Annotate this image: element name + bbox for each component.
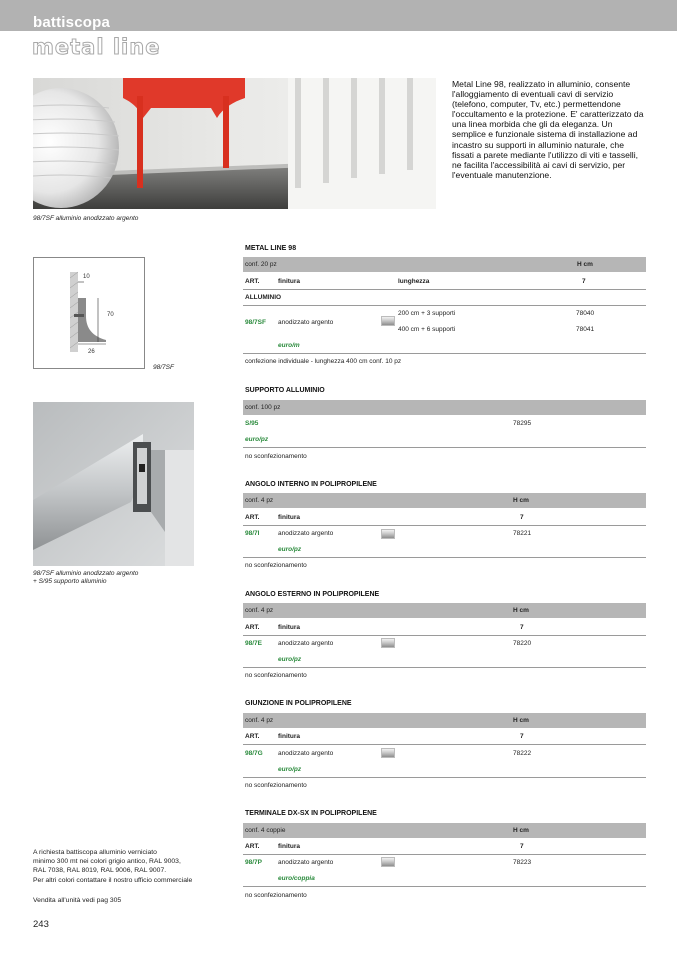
metal-conf: conf. 20 pz (245, 261, 277, 268)
footnote-line: A richiesta battiscopa alluminio verniciato (33, 849, 157, 856)
finish-swatch (381, 316, 395, 326)
esterno-col-finitura: finitura (278, 624, 301, 631)
terminale-conf: conf. 4 coppie (245, 827, 286, 834)
metal-conf-bar (243, 257, 646, 272)
divider (243, 447, 646, 448)
section-title-giunzione: GIUNZIONE IN POLIPROPILENE (245, 700, 352, 707)
hero-photo (33, 78, 436, 209)
dim-height: 70 (107, 312, 114, 318)
metal-h-value: 7 (582, 278, 586, 285)
divider (243, 777, 646, 778)
giunzione-ean: 78222 (513, 750, 532, 757)
interno-conf-bar (243, 493, 646, 508)
giunzione-col-art: ART. (245, 733, 260, 740)
interno-hcm: H cm (513, 497, 529, 504)
terminale-code: 98/7P (245, 859, 262, 866)
finish-swatch (381, 857, 395, 867)
terminale-conf-bar (243, 823, 646, 838)
installation-caption-line2: + S/95 supporto alluminio (33, 578, 107, 585)
interno-conf: conf. 4 pz (245, 497, 274, 504)
section-title-supporto: SUPPORTO ALLUMINIO (245, 387, 325, 394)
footnote-line: Per altri colori contattare il nostro ufficio commerciale (33, 876, 193, 884)
divider (243, 635, 646, 636)
divider (243, 289, 646, 290)
metal-length-2: 400 cm + 6 supporti (398, 326, 456, 333)
giunzione-conf-bar (243, 713, 646, 728)
dim-top: 10 (83, 274, 90, 280)
section-title-terminale: TERMINALE DX-SX IN POLIPROPILENE (245, 810, 377, 817)
esterno-conf-bar (243, 603, 646, 618)
metal-finish: anodizzato argento (278, 319, 334, 326)
finish-swatch (381, 748, 395, 758)
supporto-ean: 78295 (513, 420, 532, 427)
footnote-line: minimo 300 mt nei colori grigio antico, RAL 9003, (33, 858, 181, 866)
esterno-conf: conf. 4 pz (245, 607, 274, 614)
esterno-ean: 78220 (513, 640, 532, 647)
esterno-note: no sconfezionamento (245, 672, 307, 679)
metal-length-1: 200 cm + 3 supporti (398, 310, 456, 317)
diagram-caption: 98/7SF (153, 364, 174, 371)
product-line-title: metal line (32, 35, 161, 59)
intro-paragraph: Metal Line 98, realizzato in alluminio, consente l'alloggiamento di eventuali cavi di servizio (telefono, computer, Tv, etc.) permettendone l'occultamento e la protezione. E' caratterizzato da una linea morbida che gli da eleganza. Un semplice e funzionale sistema di installazione ad incastro su supporti in alluminio naturale, che fissati a parete mediante l'utilizzo di viti e tasselli, ne facilita l'accessibilità ai cavi di servizio, per l'eventuale manutenzione. (452, 79, 644, 180)
terminale-ean: 78223 (513, 859, 532, 866)
terminale-col-art: ART. (245, 843, 260, 850)
terminale-h-value: 7 (520, 843, 524, 850)
interno-unit: euro/pz (278, 546, 302, 553)
metal-hcm-header: H cm (577, 261, 593, 268)
profile-diagram (33, 257, 145, 369)
divider (243, 557, 646, 558)
terminale-col-finitura: finitura (278, 843, 301, 850)
metal-note: confezione individuale - lunghezza 400 cm conf. 10 pz (245, 358, 402, 365)
giunzione-unit: euro/pz (278, 766, 302, 773)
interno-col-art: ART. (245, 514, 260, 521)
giunzione-hcm: H cm (513, 717, 529, 724)
supporto-note: no sconfezionamento (245, 453, 307, 460)
finish-swatch (381, 638, 395, 648)
terminale-hcm: H cm (513, 827, 529, 834)
divider (243, 886, 646, 887)
page-number: 243 (33, 919, 49, 930)
giunzione-col-finitura: finitura (278, 733, 301, 740)
divider (243, 525, 646, 526)
metal-unit: euro/m (278, 342, 300, 349)
metal-col-lunghezza: lunghezza (398, 278, 430, 285)
metal-article-code: 98/7SF (245, 319, 266, 326)
interno-finish: anodizzato argento (278, 530, 334, 537)
installation-photo (33, 402, 194, 566)
metal-code-2: 78041 (576, 326, 595, 333)
hero-caption: 98/7SF alluminio anodizzato argento (33, 215, 139, 222)
interno-note: no sconfezionamento (245, 562, 307, 569)
installation-caption-line1: 98/7SF alluminio anodizzato argento (33, 570, 139, 577)
custom-color-note (33, 848, 192, 885)
metal-code-1: 78040 (576, 310, 595, 317)
interno-h-value: 7 (520, 514, 524, 521)
metal-group-label: ALLUMINIO (245, 294, 282, 301)
divider (243, 353, 646, 354)
vendita-note: Vendita all'unità vedi pag 305 (33, 897, 122, 904)
terminale-finish: anodizzato argento (278, 859, 334, 866)
category-title: battiscopa (33, 14, 111, 31)
giunzione-conf: conf. 4 pz (245, 717, 274, 724)
supporto-conf: conf. 100 pz (245, 404, 281, 411)
giunzione-h-value: 7 (520, 733, 524, 740)
esterno-hcm: H cm (513, 607, 529, 614)
supporto-conf-bar (243, 400, 646, 415)
supporto-unit: euro/pz (245, 436, 269, 443)
metal-col-finitura: finitura (278, 278, 301, 285)
section-title-metal-line: METAL LINE 98 (245, 245, 297, 252)
finish-swatch (381, 529, 395, 539)
giunzione-finish: anodizzato argento (278, 750, 334, 757)
divider (243, 744, 646, 745)
interno-col-finitura: finitura (278, 514, 301, 521)
esterno-unit: euro/pz (278, 656, 302, 663)
divider (243, 667, 646, 668)
interno-code: 98/7I (245, 530, 260, 537)
metal-col-art: ART. (245, 278, 260, 285)
esterno-finish: anodizzato argento (278, 640, 334, 647)
supporto-code: S/95 (245, 420, 259, 427)
divider (243, 854, 646, 855)
giunzione-code: 98/7G (245, 750, 263, 757)
esterno-h-value: 7 (520, 624, 524, 631)
interno-ean: 78221 (513, 530, 532, 537)
dim-width: 26 (88, 349, 95, 355)
section-title-angolo-esterno: ANGOLO ESTERNO IN POLIPROPILENE (245, 591, 380, 598)
giunzione-note: no sconfezionamento (245, 782, 307, 789)
terminale-note: no sconfezionamento (245, 892, 307, 899)
esterno-col-art: ART. (245, 624, 260, 631)
section-title-angolo-interno: ANGOLO INTERNO IN POLIPROPILENE (245, 481, 377, 488)
esterno-code: 98/7E (245, 640, 262, 647)
footnote-line: RAL 7038, RAL 8019, RAL 9006, RAL 9007. (33, 867, 167, 875)
divider (243, 305, 646, 306)
terminale-unit: euro/coppia (278, 875, 315, 882)
